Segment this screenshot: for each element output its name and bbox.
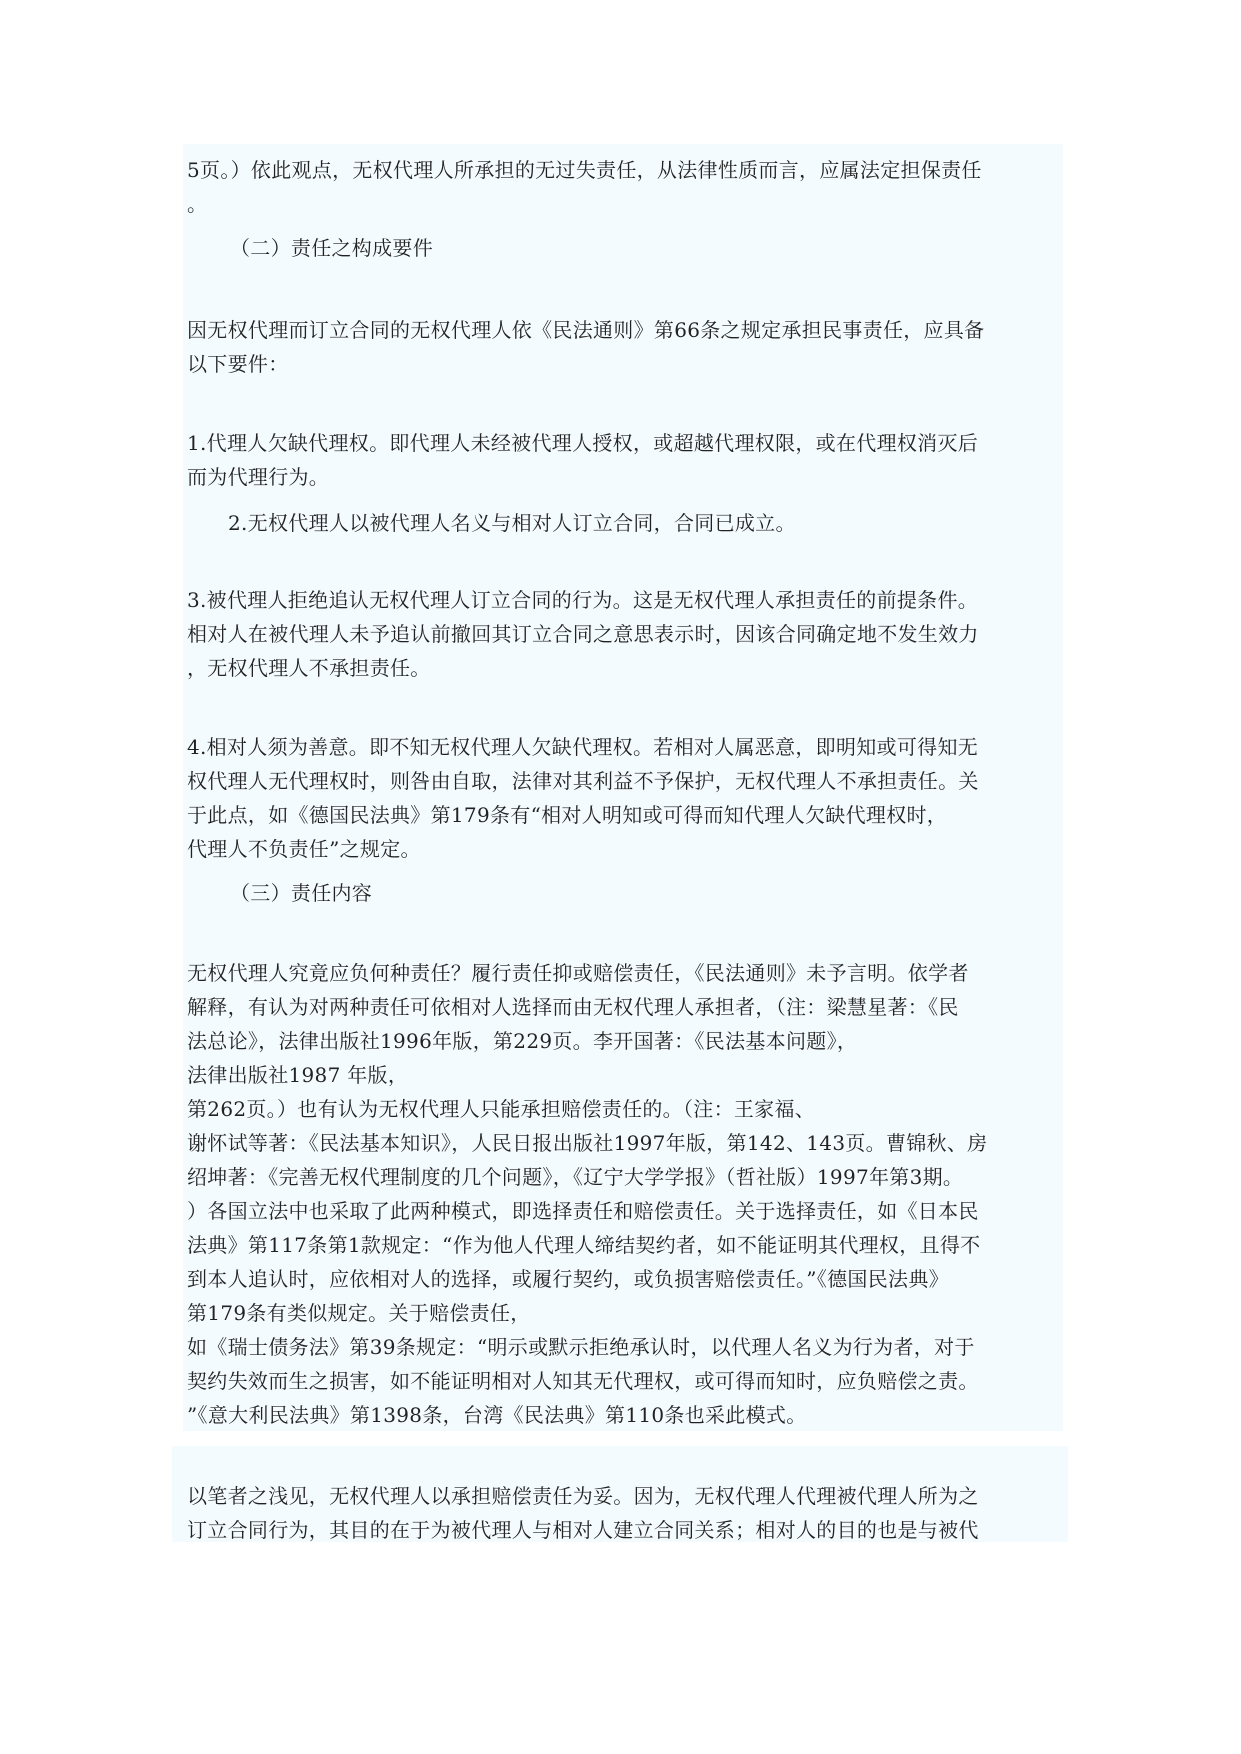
text-line: ，无权代理人不承担责任。 (187, 656, 431, 680)
text-line: 法总论》，法律出版社1996年版，第229页。李开国著：《民法基本问题》， (187, 1029, 858, 1053)
text-line: 于此点，如《德国民法典》第179条有“相对人明知或可得而知代理人欠缺代理权时， (187, 803, 948, 827)
text-line: 。 (187, 192, 208, 216)
text-line: 代理人不负责任”之规定。 (187, 837, 421, 861)
text-line: ）各国立法中也采取了此两种模式，即选择责任和赔偿责任。关于选择责任，如《日本民 (187, 1199, 979, 1223)
text-line: ”《意大利民法典》第1398条，台湾《民法典》第110条也采此模式。 (187, 1403, 807, 1427)
text-line: 因无权代理而订立合同的无权代理人依《民法通则》第66条之规定承担民事责任，应具备 (187, 318, 985, 342)
text-line: 绍坤著：《完善无权代理制度的几个问题》，《辽宁大学学报》（哲社版）1997年第3期。 (187, 1165, 964, 1189)
text-line: 到本人追认时，应依相对人的选择，或履行契约，或负损害赔偿责任。”《德国民法典》 (187, 1267, 949, 1291)
text-line: 3.被代理人拒绝追认无权代理人订立合同的行为。这是无权代理人承担责任的前提条件。 (187, 588, 979, 612)
text-line: 第262页。）也有认为无权代理人只能承担赔偿责任的。（注：王家福、 (187, 1097, 816, 1121)
text-line: 如《瑞士债务法》第39条规定：“明示或默示拒绝承认时，以代理人名义为行为者，对于 (187, 1335, 975, 1359)
text-line: 契约失效而生之损害，如不能证明相对人知其无代理权，或可得而知时，应负赔偿之责。 (187, 1369, 979, 1393)
text-line: 法典》第117条第1款规定：“作为他人代理人缔结契约者，如不能证明其代理权，且得不 (187, 1233, 981, 1257)
text-line: 权代理人无代理权时，则咎由自取，法律对其利益不予保护，无权代理人不承担责任。关 (187, 769, 979, 793)
text-line: 无权代理人究竟应负何种责任？履行责任抑或赔偿责任，《民法通则》未予言明。依学者 (187, 961, 969, 985)
text-line: 订立合同行为，其目的在于为被代理人与相对人建立合同关系；相对人的目的也是与被代 (187, 1518, 979, 1542)
text-line: 2.无权代理人以被代理人名义与相对人订立合同，合同已成立。 (228, 511, 796, 535)
text-line: 而为代理行为。 (187, 465, 330, 489)
text-line: 5页。）依此观点，无权代理人所承担的无过失责任，从法律性质而言，应属法定担保责任 (187, 158, 982, 182)
section-heading: （二）责任之构成要件 (230, 236, 433, 260)
section-heading: （三）责任内容 (230, 881, 373, 905)
text-line: 以笔者之浅见，无权代理人以承担赔偿责任为妥。因为，无权代理人代理被代理人所为之 (187, 1484, 979, 1508)
text-line: 第179条有类似规定。关于赔偿责任， (187, 1301, 531, 1325)
text-line: 4.相对人须为善意。即不知无权代理人欠缺代理权。若相对人属恶意，即明知或可得知无 (187, 735, 979, 759)
text-line: 解释，有认为对两种责任可依相对人选择而由无权代理人承担者，（注：梁慧星著：《民 (187, 995, 959, 1019)
text-line: 相对人在被代理人未予追认前撤回其订立合同之意思表示时，因该合同确定地不发生效力 (187, 622, 979, 646)
text-line: 1.代理人欠缺代理权。即代理人未经被代理人授权，或超越代理权限，或在代理权消灭后 (187, 431, 979, 455)
text-line: 法律出版社1987 年版， (187, 1063, 409, 1087)
text-line: 谢怀试等著：《民法基本知识》，人民日报出版社1997年版，第142、143页。曹锦秋、房 (187, 1131, 988, 1155)
text-line: 以下要件： (187, 352, 289, 376)
